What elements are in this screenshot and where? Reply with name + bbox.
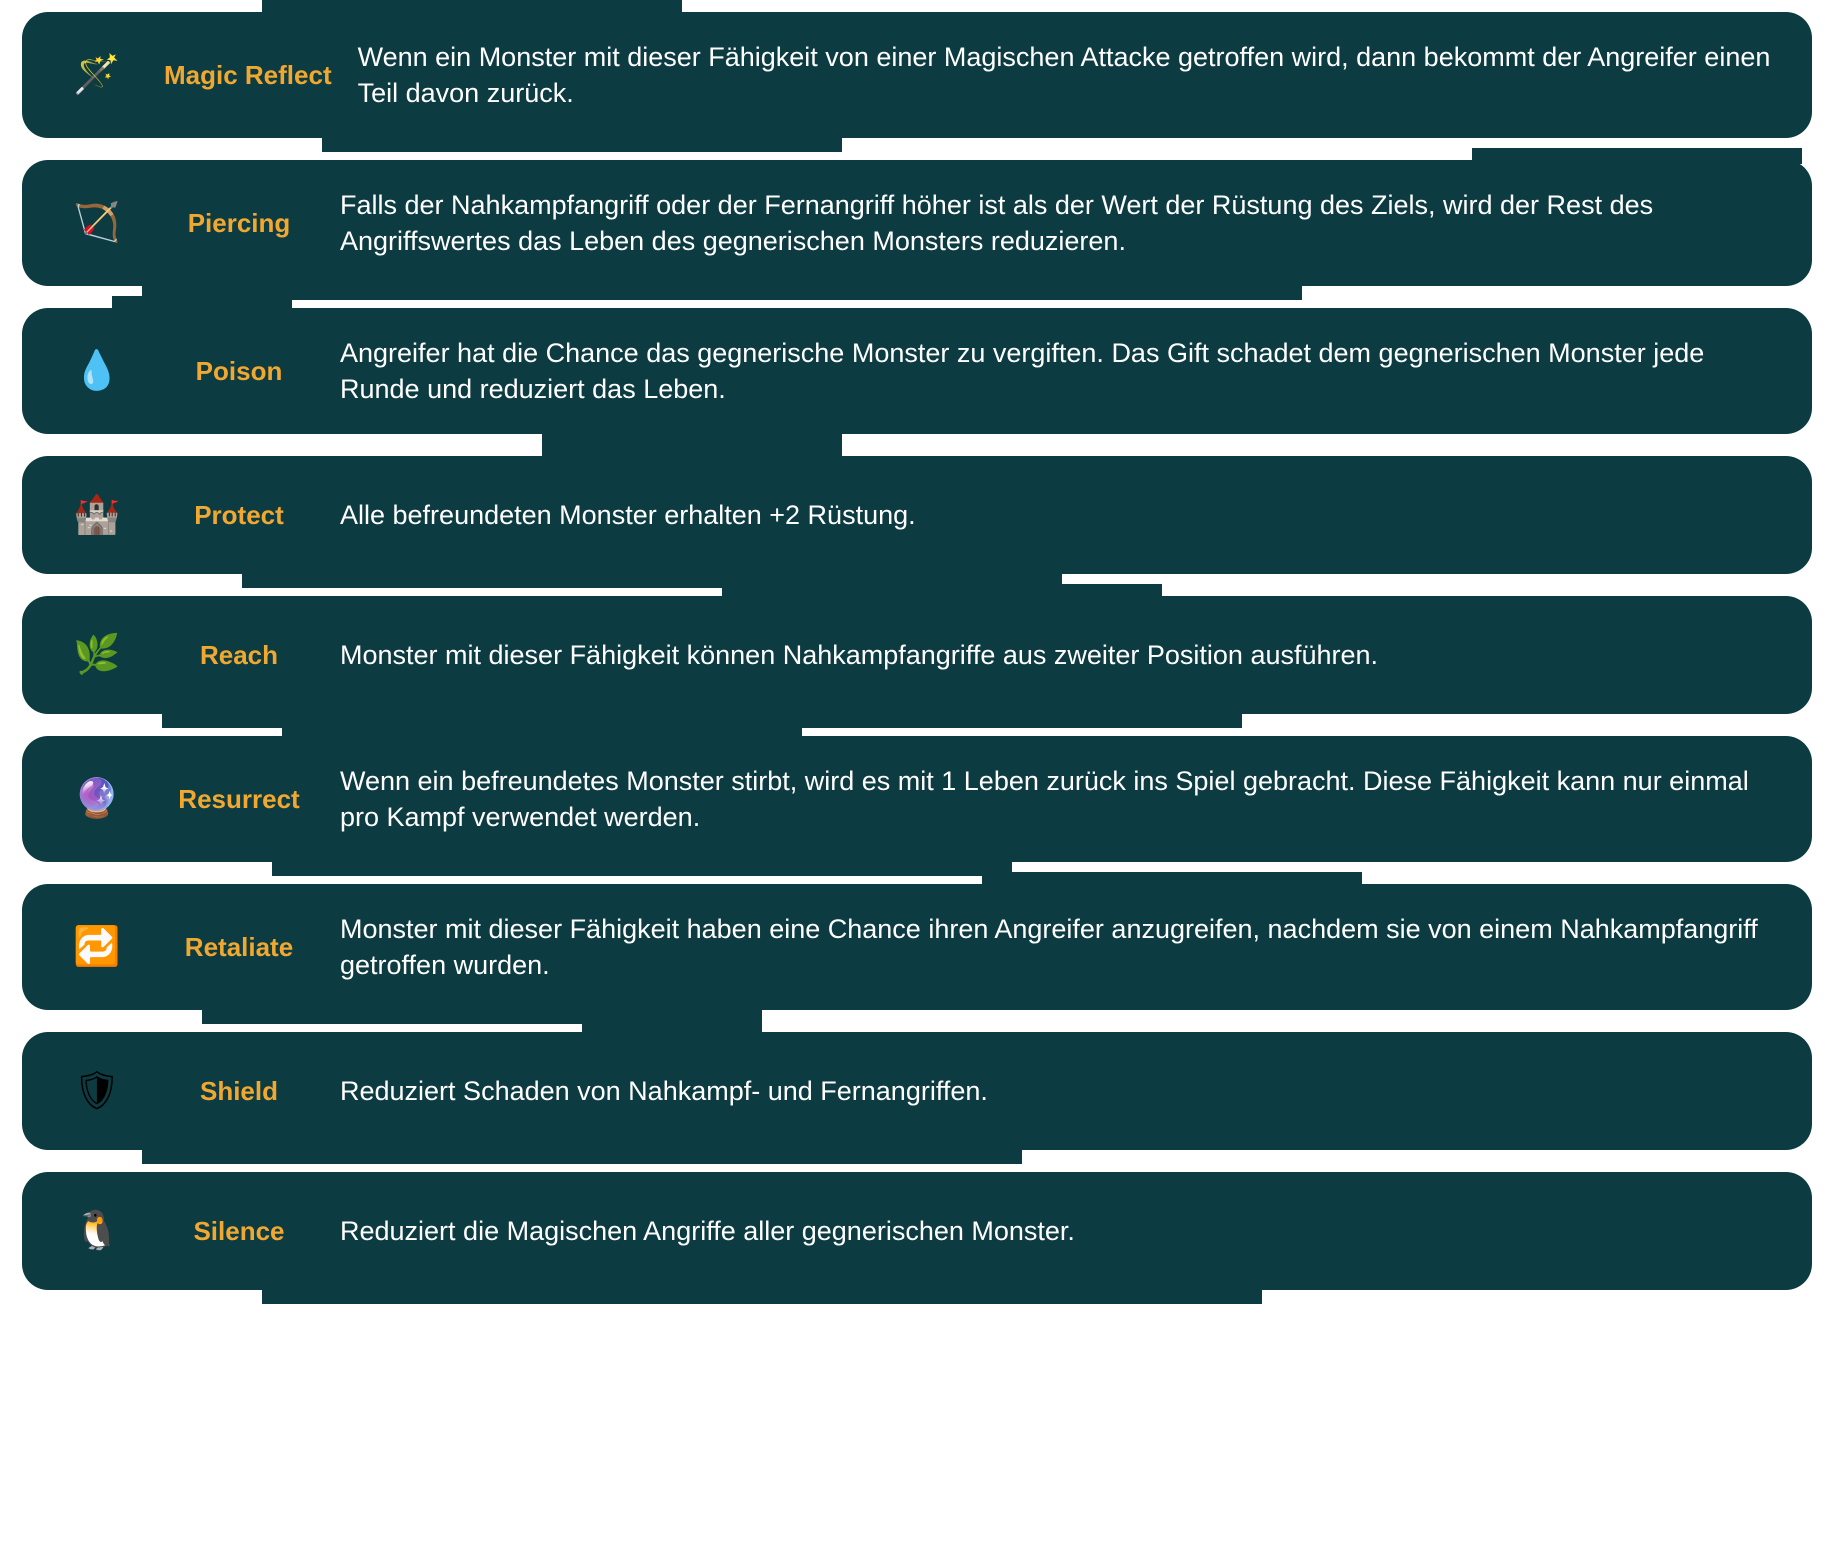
ability-row[interactable] <box>22 884 1812 1010</box>
poison-glyph: 💧 <box>73 350 121 392</box>
ability-row[interactable] <box>22 160 1812 286</box>
ability-row[interactable] <box>22 1032 1812 1150</box>
silence-icon <box>38 1212 156 1250</box>
ability-description: Falls der Nahkampfangriff oder der Fernangriff höher ist als der Wert der Rüstung des Ziels, wird der Rest des Angriffswertes das Leben des gegnerischen Monsters reduzieren. <box>340 189 1654 256</box>
ability-row[interactable] <box>22 1172 1812 1290</box>
row-edge-decoration <box>582 1020 762 1036</box>
reach-glyph: 🌿 <box>73 634 121 676</box>
row-edge-decoration <box>1472 148 1802 164</box>
ability-description: Monster mit dieser Fähigkeit haben eine Chance ihren Angreifer anzugreifen, nachdem sie von einem Nahkampfangriff getroffen wurden. <box>340 913 1758 980</box>
ability-row[interactable] <box>22 12 1812 138</box>
magic-reflect-icon <box>38 56 156 94</box>
ability-name: Poison <box>195 355 283 386</box>
ability-name: Silence <box>193 1215 285 1246</box>
row-edge-decoration <box>722 584 1162 600</box>
resurrect-glyph: 🔮 <box>73 778 121 820</box>
row-edge-decoration <box>112 296 292 312</box>
resurrect-icon <box>38 780 156 818</box>
row-edge-decoration <box>272 860 1012 876</box>
ability-name: Protect <box>194 499 284 530</box>
row-edge-decoration <box>142 284 1302 300</box>
row-edge-decoration <box>542 444 842 460</box>
ability-description: Monster mit dieser Fähigkeit können Nahkampfangriffe aus zweiter Position ausführen. <box>340 639 1379 670</box>
ability-name: Shield <box>199 1075 278 1106</box>
row-edge-decoration <box>262 1288 1262 1304</box>
ability-name: Piercing <box>187 207 291 238</box>
ability-row[interactable] <box>22 596 1812 714</box>
ability-name: Magic Reflect <box>164 59 332 90</box>
protect-glyph: 🏰 <box>73 494 121 536</box>
retaliate-icon <box>38 928 156 966</box>
row-edge-decoration <box>982 872 1362 888</box>
ability-row[interactable] <box>22 456 1812 574</box>
row-edge-decoration <box>202 1008 762 1024</box>
ability-row[interactable] <box>22 736 1812 862</box>
row-edge-decoration <box>262 0 682 16</box>
reach-icon <box>38 636 156 674</box>
shield-icon <box>38 1072 156 1110</box>
row-edge-decoration <box>142 1148 1022 1164</box>
ability-description: Wenn ein befreundetes Monster stirbt, wird es mit 1 Leben zurück ins Spiel gebracht. Diese Fähigkeit kann nur einmal pro Kampf verwendet werden. <box>340 765 1749 832</box>
ability-name: Retaliate <box>184 931 294 962</box>
ability-name: Resurrect <box>178 783 300 814</box>
piercing-glyph: 🏹 <box>73 202 121 244</box>
row-edge-decoration <box>322 136 842 152</box>
ability-description: Alle befreundeten Monster erhalten +2 Rüstung. <box>340 499 916 530</box>
silence-glyph: 🐧 <box>73 1210 121 1252</box>
ability-description: Reduziert die Magischen Angriffe aller gegnerischen Monster. <box>340 1215 1075 1246</box>
protect-icon <box>38 496 156 534</box>
row-edge-decoration <box>282 724 802 740</box>
row-edge-decoration <box>162 712 1242 728</box>
piercing-icon <box>38 204 156 242</box>
shield-glyph: 🛡 <box>72 1070 122 1112</box>
row-edge-decoration <box>242 572 1062 588</box>
ability-row[interactable] <box>22 308 1812 434</box>
poison-icon <box>38 352 156 390</box>
ability-name: Reach <box>199 639 279 670</box>
ability-description: Angreifer hat die Chance das gegnerische Monster zu vergiften. Das Gift schadet dem gegnerischen Monster jede Runde und reduziert das Leben. <box>340 337 1705 404</box>
magic-reflect-glyph: 🪄 <box>73 54 121 96</box>
ability-description: Reduziert Schaden von Nahkampf- und Fernangriffen. <box>340 1075 988 1106</box>
row-edge-decoration <box>542 432 842 448</box>
ability-description: Wenn ein Monster mit dieser Fähigkeit von einer Magischen Attacke getroffen wird, dann bekommt der Angreifer einen Teil davon zurück. <box>357 41 1771 108</box>
retaliate-glyph: 🔁 <box>73 926 121 968</box>
